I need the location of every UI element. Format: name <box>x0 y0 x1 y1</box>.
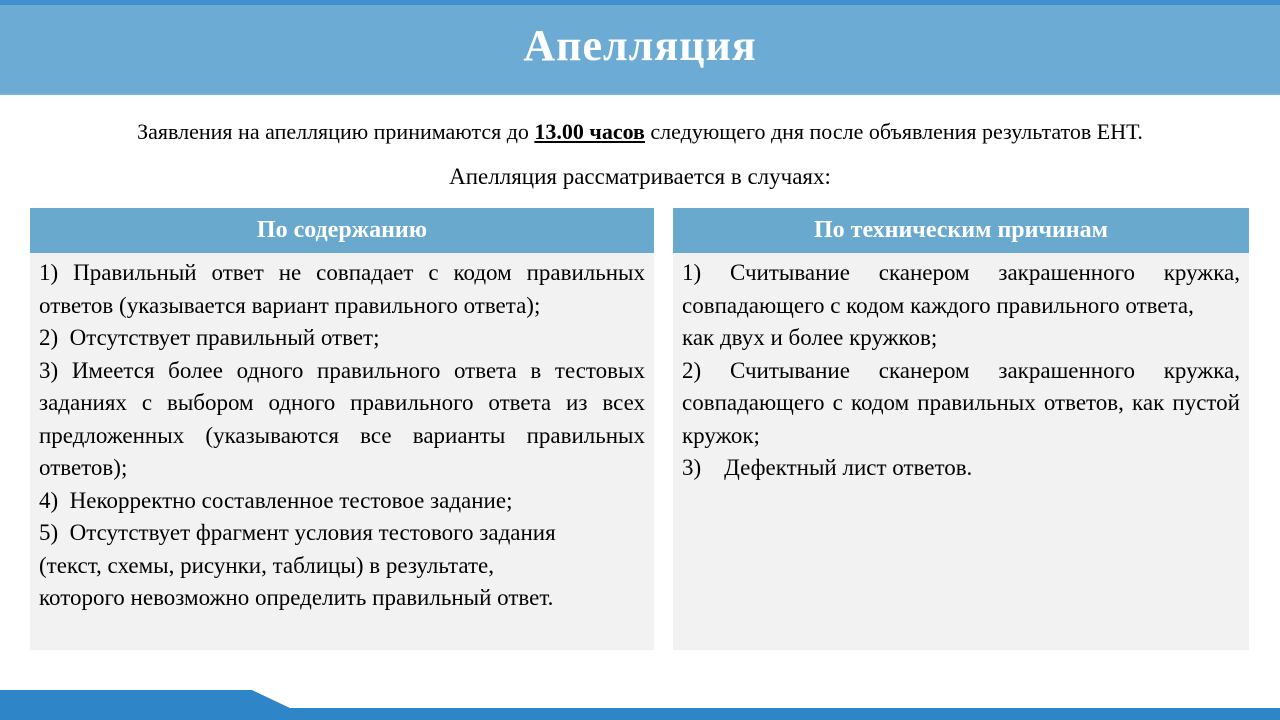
list-item: как двух и более кружков; <box>682 325 938 350</box>
panel-technical-reasons-header: По техническим причинам <box>673 208 1249 253</box>
intro-text-after: следующего дня после объявления результатов ЕНТ. <box>644 119 1143 144</box>
list-item: 3) Имеется более одного правильного ответа в тестовых заданиях с выбором одного правильного ответа из всех предложенных (указываются все варианты правильных ответов); <box>39 357 645 480</box>
list-item: (текст, схемы, рисунки, таблицы) в результате, <box>39 552 494 578</box>
panel-by-content-body <box>30 253 654 650</box>
footer-accent-shape <box>0 690 1280 720</box>
list-item: 5) Отсутствует фрагмент условия тестового задания <box>39 520 556 545</box>
list-item: 1) Правильный ответ не совпадает с кодом правильных ответов (указывается вариант правильного ответа); <box>39 260 645 318</box>
panel-technical-reasons <box>673 208 1249 650</box>
list-item: 3) Дефектный лист ответов. <box>682 455 973 480</box>
top-accent-strip <box>0 0 1280 5</box>
list-item: 2) Считывание сканером закрашенного кружка, совпадающего с кодом правильных ответов, как пустой кружок; <box>682 357 1240 448</box>
list-item: 1) Считывание сканером закрашенного кружка, совпадающего с кодом каждого правильного ответа, <box>682 260 1240 318</box>
intro-text-before: Заявления на апелляцию принимаются до <box>137 119 535 144</box>
panel-by-content <box>30 208 654 650</box>
intro-text <box>0 115 1280 149</box>
subtitle: Апелляция рассматривается в случаях: <box>449 164 831 189</box>
intro-deadline: 13.00 часов <box>534 119 645 144</box>
panel-by-content-header: По содержанию <box>30 208 654 253</box>
slide-header <box>0 0 1280 95</box>
list-item: 2) Отсутствует правильный ответ; <box>39 325 380 350</box>
list-item: которого невозможно определить правильный ответ. <box>39 585 554 610</box>
page-title: Апелляция <box>523 21 757 70</box>
panel-technical-reasons-body <box>673 253 1249 650</box>
list-item: 4) Некорректно составленное тестовое задание; <box>39 487 513 513</box>
